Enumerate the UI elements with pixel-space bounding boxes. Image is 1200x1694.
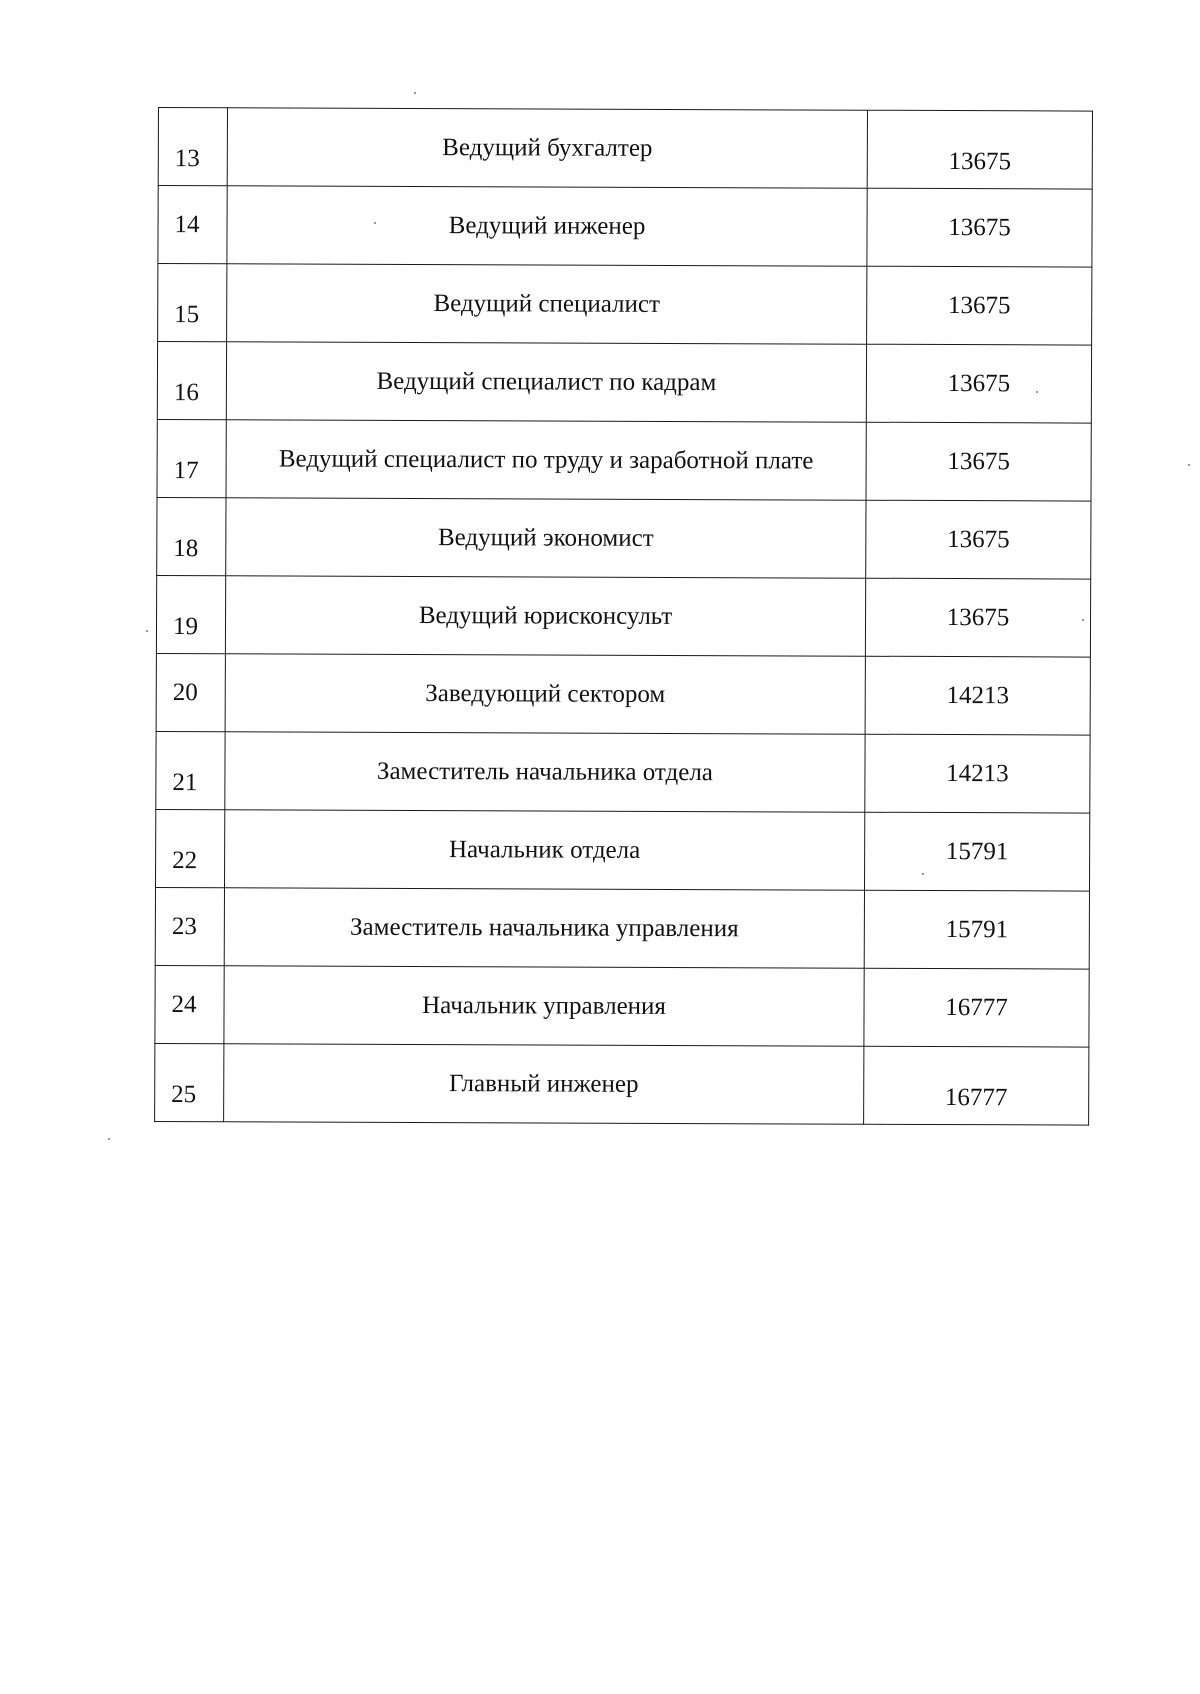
scan-speck (1188, 464, 1190, 466)
table-row (157, 497, 1091, 579)
scan-speck (922, 873, 924, 875)
position-title: Заместитель начальника управления (224, 888, 864, 968)
salary-amount: 14213 (865, 734, 1090, 813)
position-title: Ведущий специалист по труду и заработной плате (226, 420, 866, 500)
table-row (156, 731, 1090, 813)
row-number: 16 (157, 342, 226, 420)
salary-amount: 13675 (866, 344, 1091, 423)
row-number: 23 (155, 887, 224, 965)
position-title: Заведующий сектором (225, 654, 865, 734)
salary-amount: 13675 (867, 110, 1092, 189)
row-number: 19 (156, 575, 225, 653)
scan-speck (1082, 619, 1084, 621)
salary-table (154, 107, 1093, 1126)
position-title: Начальник управления (224, 966, 864, 1046)
table-row (156, 809, 1090, 891)
row-number: 13 (158, 108, 227, 186)
scan-speck (146, 630, 148, 632)
table-row (156, 575, 1090, 657)
salary-amount: 15791 (864, 890, 1089, 969)
table-row (155, 887, 1089, 969)
row-number: 20 (156, 653, 225, 731)
row-number: 15 (158, 264, 227, 342)
salary-amount: 16777 (864, 1046, 1089, 1125)
table-row (158, 108, 1092, 190)
salary-amount: 13675 (866, 422, 1091, 501)
scan-speck (414, 92, 416, 94)
salary-amount: 13675 (867, 266, 1092, 345)
table-row (156, 653, 1090, 735)
salary-amount: 14213 (865, 656, 1090, 735)
position-title: Ведущий специалист по кадрам (226, 342, 866, 422)
row-number: 17 (157, 419, 226, 497)
position-title: Ведущий специалист (227, 264, 867, 344)
table-row (158, 264, 1092, 346)
scan-speck (108, 1138, 110, 1140)
table-row (157, 342, 1091, 424)
salary-amount: 16777 (864, 968, 1089, 1047)
position-title: Главный инженер (224, 1044, 864, 1124)
row-number: 25 (155, 1043, 224, 1121)
table-row (158, 186, 1092, 268)
salary-amount: 15791 (864, 812, 1089, 891)
position-title: Ведущий юрисконсульт (225, 576, 865, 656)
salary-amount: 13675 (866, 500, 1091, 579)
table-row (157, 419, 1091, 501)
position-title: Ведущий бухгалтер (227, 108, 867, 188)
row-number: 18 (157, 497, 226, 575)
position-title: Заместитель начальника отдела (225, 732, 865, 812)
position-title: Начальник отдела (225, 810, 865, 890)
position-title: Ведущий инженер (227, 186, 867, 266)
row-number: 14 (158, 186, 227, 264)
scan-speck (1036, 391, 1038, 393)
row-number: 21 (156, 731, 225, 809)
row-number: 24 (155, 965, 224, 1043)
position-title: Ведущий экономист (226, 498, 866, 578)
salary-amount: 13675 (867, 188, 1092, 267)
row-number: 22 (156, 809, 225, 887)
table-row (155, 965, 1089, 1047)
salary-amount: 13675 (865, 578, 1090, 657)
table-row (155, 1043, 1089, 1125)
scan-speck (374, 222, 376, 224)
